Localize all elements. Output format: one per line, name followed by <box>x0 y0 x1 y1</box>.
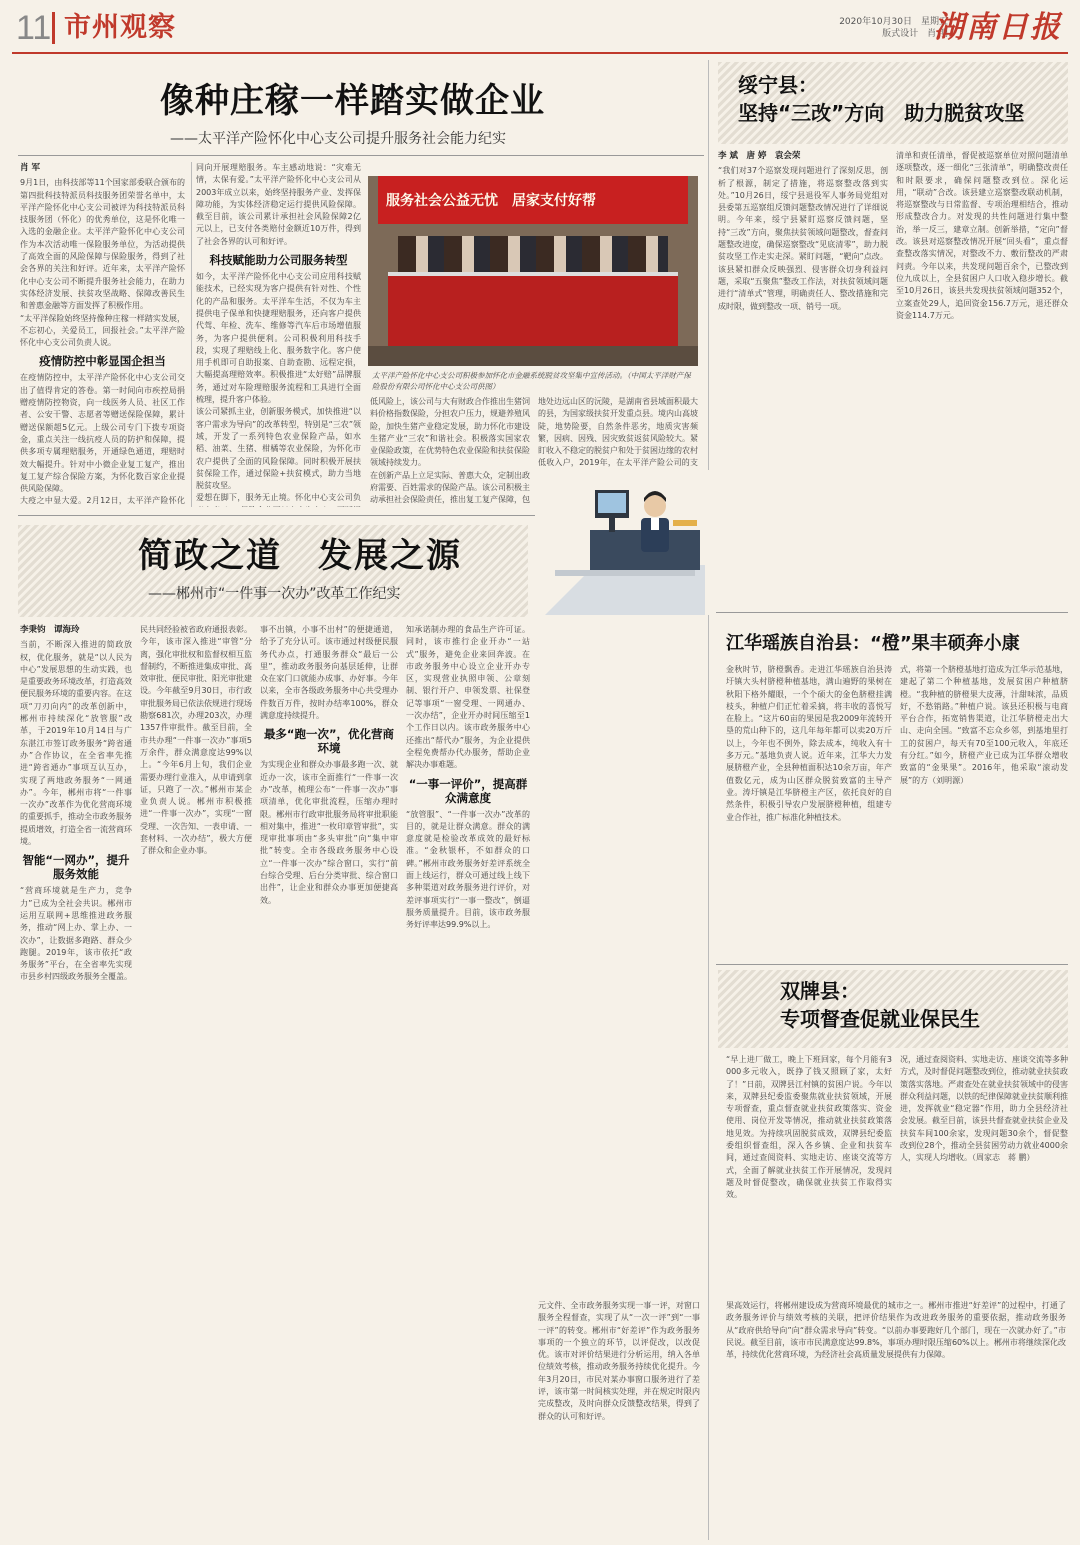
article2-title-line2: 坚持“三改”方向 助力脱贫攻坚 <box>738 101 1025 125</box>
article5-col3-text: 事不出镇，小事不出村”的便捷通道，给予了充分认可。该市通过村级便民服务代办点，打通服务群众“最后一公里”，推动政务服务向基层延伸，让群众在家门口就能办成事、办好事。今年以来，全市各级政务服务中心共受理办件数百万件，按时办结率100%，群众满意度持续提升。 <box>260 625 398 721</box>
article1-col1 <box>20 162 185 507</box>
article1-p1: 在疫情防控中，太平洋产险怀化中心支公司交出了值得肯定的答卷。第一时间向市疾控局捐赠疫情防控物资，向一线医务人员、社区工作者、公安干警、志愿者等赠送保险保障，累计赠送保额超5亿元。上级公司专门下拨专项资金，重点关注一线抗疫人员的防护和保障，提供多项专属理赔服务，开通绿色通道，理赔时效大幅提升。针对中小微企业复工复产，推出复工复产综合保险方案，为怀化数百家企业提供风险保障。 <box>20 373 185 494</box>
article5-heading2: 最多“跑一次”，优化营商环境 <box>263 727 395 756</box>
masthead <box>12 8 1068 48</box>
article2-col1-text: “我们对37个巡察发现问题进行了深刻反思，剖析了根源，制定了措施，将巡察整改落到实处。”10月26日，绥宁县退役军人事务局党组对县委第五巡察组反馈问题整改情况进行了详细说明。今年来，绥宁县紧盯巡察反馈问题，坚持“三改”方向，聚焦扶贫领域问题整改，督查问题整改进度，确保巡察整改“见底清零”，助力脱贫攻坚工作走实走深。紧盯问题，“靶向”点改。该县紧扣群众反映强烈、侵害群众切身利益问题，采取“五聚焦”整改工作法，对扶贫领域问题进行“清单式”管理，明确责任人、整改措施和完成时限，做到整改一项、销号一项。 <box>718 166 888 311</box>
article5-illustration <box>535 470 715 615</box>
office-clerk-icon <box>535 470 715 615</box>
article5-col6 <box>726 1300 1066 1540</box>
article5-col4b-text: “放管服”、“一件事一次办”改革的目的，就是让群众满意。群众的满意度就是检验改革成效的最好标准。“金秋银杯，不如群众的口碑。”郴州市政务服务好差评系统全面上线运行，群众可通过线上线下多种渠道对政务服务进行评价，对差评事项实行“一事一整改”，倒逼服务质量提升。目前，该市政务服务好评率达99.9%以上。 <box>406 809 530 930</box>
article1-col3-p1: 低风险上，该公司与大有财政合作推出生猪饲料价格指数保险，分担农户压力，规避养殖风险，加快生猪产业稳定发展，助力怀化市建设生猪产业“三农”和谐社会。积极落实国家农业保险政策，在优势特色农业保险和扶贫保险领域持续发力。 <box>370 397 530 468</box>
article5-col4 <box>406 624 530 1539</box>
article2-col2-text: 清单和责任清单，督促被巡察单位对照问题清单逐项整改，逐一细化“三张清单”，明确整改责任和时限要求，确保问题整改到位。深化运用，“联动”合改。该县建立巡察整改联动机制，将巡察整改与日常监督、专项治理相结合，推动形成整改合力。对发现的共性问题进行集中整治，举一反三，建章立制。创新举措，“定向”督改。该县对巡察整改情况开展“回头看”，重点督查整改落实情况，对整改不力、敷衍整改的严肃问责。今年以来，共发现问题百余个，已整改到位九成以上，全县贫困户人口收入稳步增长。截至10月26日，该县共发现扶贫领域问题352个，立案查处29人，追回资金156.7万元，退还群众资金114.7万元。 <box>896 151 1068 320</box>
article5-heading3: “一事一评价”，提高群众满意度 <box>408 776 528 805</box>
article5-subtitle: ——郴州市“一件事一次办”改革工作纪实 <box>148 586 401 602</box>
article1-col2-p1: 同向开展理赔服务。车主感动地说：“灾难无情，太保有爱。”太平洋产险怀化中心支公司从2003年成立以来，始终坚持服务产业、发挥保障功能，为实体经济稳定运行提供风险保障。截至目前，该公司累计承担社会风险保障2亿元以上，已支付各类赔付金额近10万件，得到了社会各界的认可和好评。 <box>196 163 361 246</box>
article1-intro: 9月1日，由科技部等11个国家部委联合颁布的第四批科技特派员科技服务团荣誉名单中，太平洋产险怀化中心支公司被评为科技特派员科技服务团（怀化）的优秀单位，这是怀化唯一入选的金融企业。太平洋产险怀化中心支公司作为本次活动唯一保险服务单位，为活动提供了高效全面的风险保障与保险服务，得到了社会各界的关注和好评。近年来，太平洋产险怀化中心支公司不断提升服务社会能力，在助力实体经济发展、扶贫攻坚战略、保障改善民生和普惠金融等方面发挥了积极作用。 <box>20 178 185 311</box>
masthead-meta <box>839 16 948 40</box>
article2-title-line1: 绥宁县： <box>738 73 818 97</box>
article5-title: 简政之道 发展之源 <box>138 536 462 576</box>
section-title: 市州观察 <box>64 12 176 43</box>
article1-author: 肖 军 <box>20 163 40 173</box>
article5-col5-text: 元文件、全市政务服务实现一事一评，对窗口服务全程督查，实现了从“一次一评”到“一事一评”的转变。郴州市“好差评”作为政务服务事项的一个独立的环节，以评促改，以改促优。该市对评价结果进行分析运用，纳入各单位绩效考核，推动政务服务持续优化提升。今年3月20日，市民对某办事窗口服务进行了差评，该市第一时间核实处理，并在规定时限内完成整改，及时向群众反馈整改结果，得到了群众的认可和好评。 <box>538 1301 700 1421</box>
article3-col1-text: 金秋时节，脐橙飘香。走进江华瑶族自治县涛圩镇大头村脐橙种植基地，满山遍野的果树在秋阳下格外耀眼，一个个硕大的金色脐橙挂满枝头，种植户们正忙着采摘，将丰收的喜悦写在脸上。“这片60亩的果园是我2009年流转开垦的荒山种下的，这几年每年都可以卖20万斤以上，今年也不例外，除去成本，纯收入有十多万元。”基地负责人说。近年来，江华大力发展脐橙产业，全县种植面积达10余万亩，年产值数亿元，成为山区群众脱贫致富的主导产业。涛圩镇是江华脐橙主产区，依托良好的自然条件，积极引导农户发展脐橙种植，组建专业合作社，推广标准化种植技术。 <box>726 665 892 822</box>
article1-heading1: 疫情防控中彰显国企担当 <box>39 354 166 369</box>
article1-subtitle: ——太平洋产险怀化中心支公司提升服务社会能力纪实 <box>170 131 506 147</box>
editors: 版式设计 肖 明 <box>882 29 948 39</box>
article5-col2-text: 民共同经验被省政府通报表彰。今年，该市深入推进“审管”分离，强化审批权和监督权相互监督制约，不断推进集成审批、高效审批、便民审批、阳光审批建设。今年截至9月30日，市行政审批服务局已依法依规进行现场勘察681次，办理203次，办理1357件审批件。截至目前，全市共办理“一件事一次办”事项5万余件，群众满意度达99%以上。“今年6月上旬，我们企业需要办理行业准入，从申请到拿证，只跑了一次。”郴州市某企业负责人说。郴州市积极推进“一件事一次办”，实现“一窗受理、一次告知、一表申请、一套材料、一次办结”，极大方便了群众和企业办事。 <box>140 625 252 856</box>
article1-col3 <box>370 396 530 508</box>
article1-heading2: 科技赋能助力公司服务转型 <box>209 253 348 268</box>
article1-col2 <box>196 162 361 507</box>
article4-col2 <box>900 1054 1068 1294</box>
article1-col3-p2: 在创新产品上立足实际、普惠大众，定制出政府需要、百姓需求的保险产品。该公司积极主动承担社会保险责任，推出复工复产保障，包 <box>370 470 530 505</box>
article2-col2 <box>896 150 1068 610</box>
article2-col1 <box>718 150 888 610</box>
article5-col4-text: 知承诺制办理的食品生产许可证。同时，该市推行企业开办“一站式”服务，避免企业来回奔波。在市政务服务中心设立企业开办专区，实现营业执照申领、公章刻制、银行开户、申领发票、社保登记等事项“一窗受理、一网通办、一次办结”，企业开办时间压缩至1个工作日以内。该市政务服务中心还推出“帮代办”服务，为企业提供全程免费帮办代办服务，帮助企业解决办事难题。 <box>406 625 530 770</box>
article5-heading1: 智能“一网办”，提升服务效能 <box>22 853 130 882</box>
page-number: 11 <box>16 9 52 47</box>
article5-col5 <box>538 1300 700 1540</box>
article1-col4-p1: 地处边远山区的沅陵，是湖南省县域面积最大的县，为国家级扶贫开发重点县。境内山高坡陡，地势险要，自然条件恶劣，地质灾害频繁，因病、因残、因灾致贫返贫风险较大。紧盯收入不稳定的脱贫户和处于贫困边缘的农村低收入户，2019年，在太平洋产险公司的支 <box>538 397 698 468</box>
article5-col3 <box>260 624 398 1539</box>
paper-logo: 湖南日报 <box>934 10 1062 45</box>
article1-rule <box>18 155 704 156</box>
article3-title: 江华瑶族自治县：“橙”果丰硕奔小康 <box>726 633 1020 654</box>
masthead-divider <box>52 12 55 44</box>
article4-col1-text: “早上进厂做工，晚上下班回家，每个月能有3000多元收入，既挣了钱又照顾了家，太好了！”日前，双牌县江村镇的贫困户说。今年以来，双牌县纪委监委聚焦就业扶贫领域，开展专项督查，重点督查就业扶贫政策落实、资金使用、岗位开发等情况，推动就业扶贫政策落地见效。为持续巩固脱贫成效，双牌县纪委监委组织督查组，深入各乡镇、企业和扶贫车间，通过查阅资料、实地走访、座谈交流等方式，全面了解就业扶贫工作开展情况，发现问题及时督促整改，确保就业扶贫工作取得实效。 <box>726 1055 892 1200</box>
article3-col2-text: 式，将第一个脐橙基地打造成为江华示范基地，建起了第二个种植基地，发展贫困户种植脐橙。“我种植的脐橙果大皮薄，汁甜味浓，品质好，不愁销路。”种植户说。该县还积极与电商平台合作，拓宽销售渠道，让江华脐橙走出大山、走向全国。“致富不忘众乡邻，到基地里打工的贫困户，每天有70至100元收入，年底还有分红。”如今，脐橙产业已成为江华群众增收致富的“金果果”。2016年，他采取“滚动发展”的方（刘明源） <box>900 665 1068 785</box>
article1-photo-caption: 太平洋产险怀化中心支公司积极参加怀化市金融系统脱贫攻坚集中宣传活动。（中国太平洋财产保险股份有限公司怀化中心支公司供图） <box>372 371 691 391</box>
issue-date: 2020年10月30日 星期五 <box>839 17 948 27</box>
article5-author: 李秉钧 谭海玲 <box>20 625 80 635</box>
article5-col1b-text: “营商环境就是生产力，竞争力”已成为全社会共识。郴州市运用互联网+思维推进政务服务，推动“网上办、掌上办、一次办”，让数据多跑路、群众少跑腿。2019年，该市依托“政务服务”平台，在全省率先实现市县乡村四级政务服务全覆盖。 <box>20 886 132 982</box>
article5-col2 <box>140 624 252 1539</box>
article3-col1 <box>726 664 892 964</box>
article1-col2-p4: 爱想在脚下，服务无止境。怀化中心支公司负 <box>196 493 361 503</box>
masthead-rule <box>12 52 1068 54</box>
article5-col6-text: 果高效运行，将郴州建设成为营商环境最优的城市之一。郴州市推进“好差评”的过程中，打通了政务服务评价与绩效考核的关联，把评价结果作为改进政务服务的重要依据，推动政务服务从“政府供给导向”向“群众需求导向”转变。“以前办事要跑好几个部门，现在一次就办好了。”市民说。截至目前，该市市民满意度达99.8%，事项办理时限压缩60%以上。郴州市将继续深化改革，持续优化营商环境，为经济社会高质量发展提供有力保障。 <box>726 1301 1066 1360</box>
article1-photo <box>368 176 698 366</box>
article1-col2-p3: 该公司紧抓主业，创新服务模式，加快推进“以客户需求为导向”的改革转型，特别是“三农”领域，开发了一系列特色农业保险产品，如水稻、油菜、生猪、柑橘等农业保险，为怀化市农户提供了全面的风险保障。同时积极开展扶贫保险工作，通过保险+扶贫模式，助力当地脱贫攻坚。 <box>196 407 361 491</box>
article1-title: 像种庄稼一样踏实做企业 <box>160 81 545 121</box>
article4-col2-text: 况，通过查阅资料、实地走访、座谈交流等多种方式，及时督促问题整改到位，推动就业扶贫政策落实落地。严肃查处在就业扶贫领域中的侵害群众利益问题，以铁的纪律保障就业扶贫顺利推进，发挥就业“稳定器”作用，助力全县经济社会发展。截至目前，该县共督查就业扶贫企业及扶贫车间100余家，发现问题30余个，督促整改到位28个，推动全县贫困劳动力就业4000余人，实现人均增收。（周家志 蒋 鹏） <box>900 1055 1068 1163</box>
article4-col1 <box>726 1054 892 1294</box>
article2-author: 李 斌 唐 婷 袁会荣 <box>718 151 801 161</box>
article1-p2: 大疫之中显大爱。2月12日，太平洋产险怀化 <box>20 496 185 506</box>
article4-title-line2: 专项督查促就业保民生 <box>780 1007 980 1031</box>
photo-banner-text: 服务社会公益无忧 居家支付好帮 <box>386 193 596 209</box>
article4-title-line1: 双牌县： <box>780 979 860 1003</box>
article1-quote: “太平洋保险始终坚持像种庄稼一样踏实发展，不忘初心，关爱员工，回报社会。”太平洋产险怀化中心支公司负责人说。 <box>20 313 185 348</box>
article5-col1-text: 当前，不断深入推进的简政放权，优化服务，就是“以人民为中心”发展思想的生动实践，也是重要政务环境改革，打造高效便民服务环境的重要内容。在这项“刀刃向内”的改革创新中，郴州市持续深化“放管服”改革，于2019年10月14日与广东湛江市签订政务服务“跨省通办”合作协议，在全省率先推进“跨省通办”事项互认互办，实现了两地政务服务“一网通办”。今年，郴州市将“一件事一次办”改革作为优化营商环境的重要抓手，推动全市政务服务提质增效，打造全省一流营商环境。 <box>20 640 132 847</box>
article5-col3b-text: 为实现企业和群众办事最多跑一次、就近办一次，该市全面推行“一件事一次办”改革，梳理公布“一件事一次办”事项清单，优化审批流程，压缩办理时限。郴州市行政审批服务局将审批职能相对集中，推进“一枚印章管审批”，实现审批事项由“多头审批”向“集中审批”转变。全市各级政务服务中心设立“一件事一次办”综合窗口，实行“前台综合受理、后台分类审批、综合窗口出件”，让企业和群众办事更加便捷高效。 <box>260 760 398 905</box>
article3-col2 <box>900 664 1068 964</box>
article1-col2-p2: 如今，太平洋产险怀化中心支公司应用科技赋能技术，已经实现为客户提供有针对性、个性化的产品和服务。太平洋车生活，不仅为车主提供电子保单和快捷理赔服务，还向客户提供代驾、年检、洗车、维修等汽车后市场增值服务，为客户提供便利。公司积极利用科技手段，实现了理赔线上化、服务数字化。客户使用手机即可自助报案、自助查勘、远程定损，大幅提高理赔效率。积极推进“太好赔”品牌服务，通过对车险理赔服务流程和工具进行全面梳理，提升客户体验。 <box>196 272 361 405</box>
article5-col1 <box>20 624 132 1539</box>
